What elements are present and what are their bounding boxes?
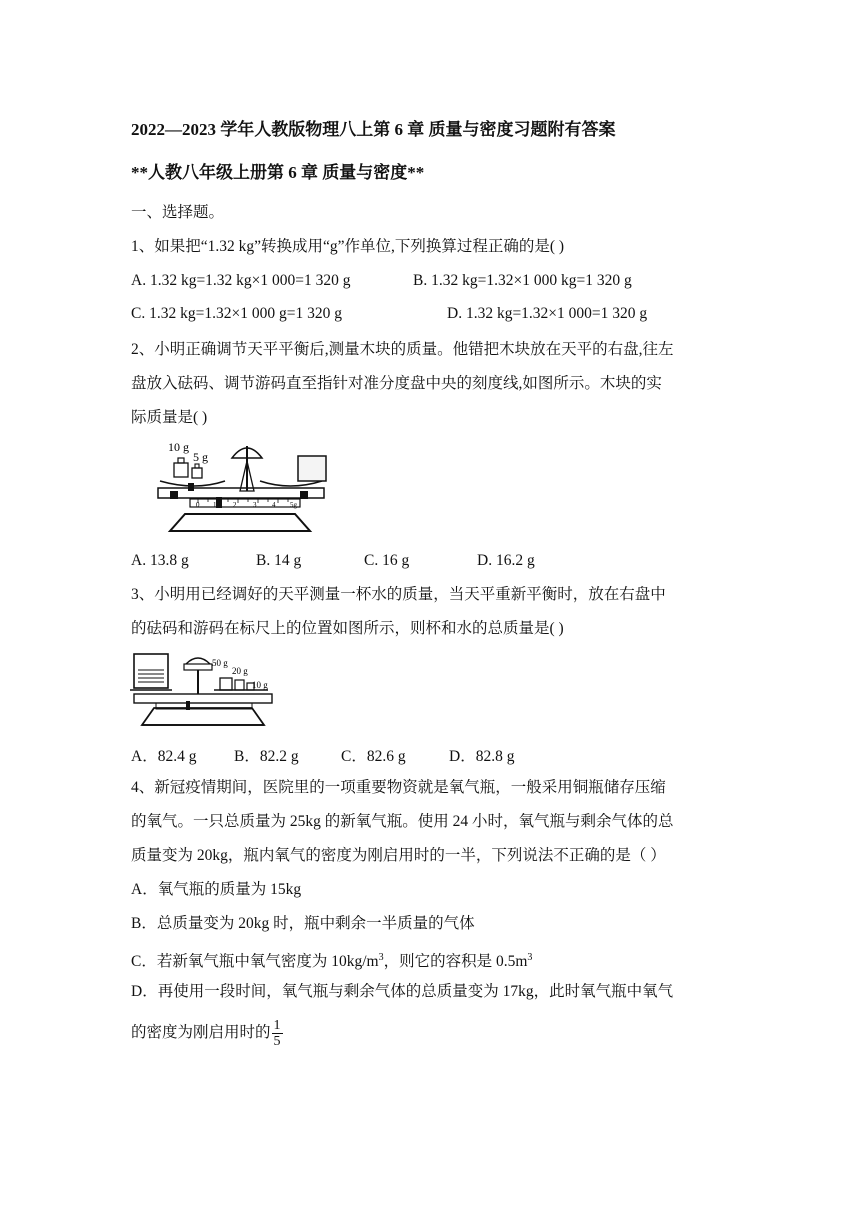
q4-option-b: B．总质量变为 20kg 时，瓶中剩余一半质量的气体: [131, 915, 475, 932]
q4-option-d-line1: D．再使用一段时间，氧气瓶与剩余气体的总质量变为 17kg，此时氧气瓶中氧气: [131, 983, 674, 1000]
q4-stem-line1: 4、新冠疫情期间，医院里的一项重要物资就是氧气瓶，一般采用铜瓶储存压缩: [131, 779, 666, 796]
q2-scale-tick: 2: [233, 501, 237, 509]
q4-option-d-text: 的密度为刚启用时的: [131, 1024, 271, 1042]
q2-weight-10g-label: 10 g: [168, 440, 189, 454]
q4-stem-line3: 质量变为 20kg，瓶内氧气的密度为刚启用时的一半，下列说法不正确的是（ ）: [131, 847, 666, 864]
q3-stem-line1: 3、小明用已经调好的天平测量一杯水的质量，当天平重新平衡时，放在右盘中: [131, 586, 666, 603]
q3-stem-line2: 的砝码和游码在标尺上的位置如图所示，则杯和水的总质量是( ): [131, 620, 564, 637]
q4-option-c-text2: ，则它的容积是 0.5m: [383, 953, 528, 971]
q2-scale-tick: 1: [213, 501, 217, 509]
q3-option-a: A．82.4 g: [131, 748, 197, 765]
q3-weight-10g-label: 10 g: [252, 680, 268, 690]
q2-stem-line3: 际质量是( ): [131, 409, 208, 426]
q4-option-c: [131, 948, 532, 972]
q3-option-b: B．82.2 g: [234, 748, 299, 765]
chapter-heading: **人教八年级上册第 6 章 质量与密度**: [131, 163, 425, 182]
q2-scale-tick: 4: [272, 501, 276, 509]
q2-scale-tick: 3: [253, 501, 257, 509]
q4-option-c-exponent2: 3: [527, 952, 533, 963]
q3-balance-figure: [128, 650, 278, 732]
fraction-numerator: 1: [273, 1018, 281, 1033]
q4-option-d-line2: [131, 1018, 283, 1049]
q2-option-a: A. 13.8 g: [131, 552, 189, 569]
q2-option-c: C. 16 g: [364, 552, 410, 569]
q2-stem-line1: 2、小明正确调节天平平衡后,测量木块的质量。他错把木块放在天平的右盘,往左: [131, 341, 674, 358]
document-title: 2022—2023 学年人教版物理八上第 6 章 质量与密度习题附有答案: [131, 120, 616, 139]
q1-stem: 1、如果把“1.32 kg”转换成用“g”作单位,下列换算过程正确的是( ): [131, 238, 565, 255]
q2-stem-line2: 盘放入砝码、调节游码直至指针对准分度盘中央的刻度线,如图所示。木块的实: [131, 375, 662, 392]
q1-option-d: D. 1.32 kg=1.32×1 000=1 320 g: [447, 305, 648, 322]
q4-option-c-text1: C．若新氧气瓶中氧气密度为 10kg/m: [131, 953, 379, 971]
q4-option-c-exponent1: 3: [378, 952, 384, 963]
q4-stem-line2: 的氧气。一只总质量为 25kg 的新氧气瓶。使用 24 小时，氧气瓶与剩余气体的总: [131, 813, 674, 830]
q3-weight-20g-label: 20 g: [232, 666, 248, 676]
fraction: [272, 1018, 283, 1049]
q1-option-a: A. 1.32 kg=1.32 kg×1 000=1 320 g: [131, 272, 351, 289]
q3-option-d: D．82.8 g: [449, 748, 515, 765]
q1-option-c: C. 1.32 kg=1.32×1 000 g=1 320 g: [131, 305, 342, 322]
q1-option-b: B. 1.32 kg=1.32×1 000 kg=1 320 g: [413, 272, 632, 289]
q3-weight-50g-label: 50 g: [212, 658, 228, 668]
q2-scale-tick: 0: [196, 501, 200, 509]
q2-weight-5g-label: 5 g: [193, 450, 208, 464]
fraction-denominator: 5: [273, 1034, 281, 1049]
q3-option-c: C．82.6 g: [341, 748, 406, 765]
q2-balance-figure: [150, 436, 330, 536]
q4-option-a: A．氧气瓶的质量为 15kg: [131, 881, 302, 898]
section-heading: 一、选择题。: [131, 204, 225, 221]
q2-scale-tick: 5g: [290, 501, 297, 509]
q2-option-b: B. 14 g: [256, 552, 302, 569]
q2-option-d: D. 16.2 g: [477, 552, 535, 569]
